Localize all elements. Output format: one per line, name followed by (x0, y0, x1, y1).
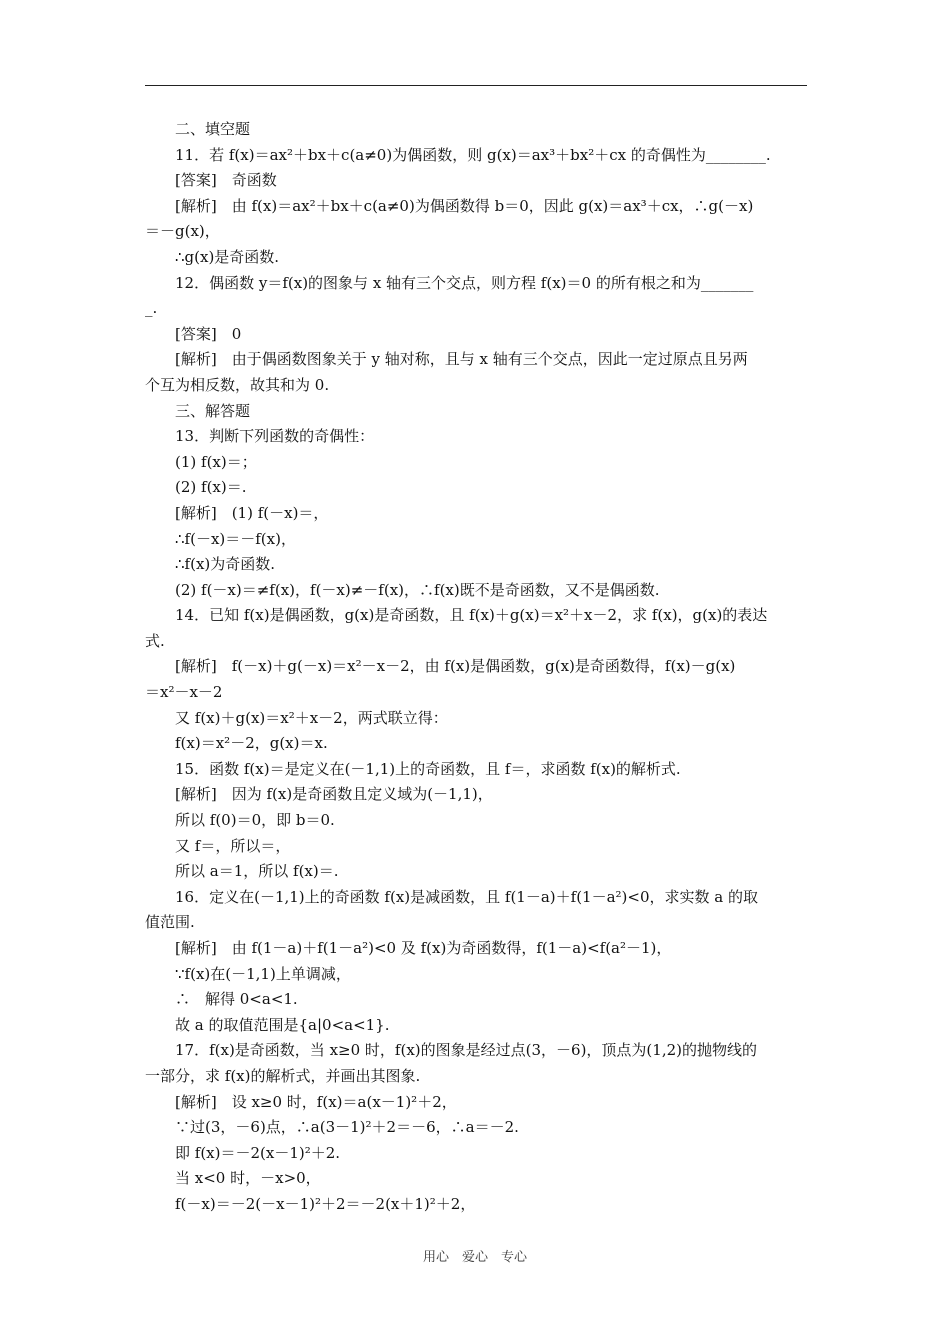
text-line: (2) f(x)＝. (175, 478, 247, 497)
text-line: [解析] 设 x≥0 时，f(x)＝a(x－1)²＋2， (175, 1092, 457, 1111)
text-line: 14．已知 f(x)是偶函数，g(x)是奇函数，且 f(x)＋g(x)＝x²＋x－2，求 f(x)，g(x)的表达 (175, 606, 768, 625)
text-line: (2) f(－x)＝≠f(x)，f(－x)≠－f(x)，∴f(x)既不是奇函数，又不是偶函数. (175, 580, 660, 599)
text-line: ∵过(3，－6)点，∴a(3－1)²＋2＝－6，∴a＝－2. (175, 1118, 519, 1137)
text-line: 17．f(x)是奇函数，当 x≥0 时，f(x)的图象是经过点(3，－6)，顶点为(1,2)的抛物线的 (175, 1041, 757, 1060)
text-line: 三、解答题 (175, 401, 251, 420)
text-line: ∴f(－x)＝－f(x)， (175, 529, 296, 548)
text-line: 又 f＝，所以＝， (175, 836, 291, 855)
text-line: (1) f(x)＝； (175, 452, 257, 471)
text-line: [解析] (1) f(－x)＝， (175, 503, 329, 522)
text-line: 值范围. (145, 913, 195, 932)
text-line: 16．定义在(－1,1)上的奇函数 f(x)是减函数，且 f(1－a)＋f(1－a²)<0，求实数 a 的取 (175, 887, 758, 906)
document-body (145, 117, 807, 1218)
header-rule (145, 85, 807, 86)
text-line: [解析] 由 f(1－a)＋f(1－a²)<0 及 f(x)为奇函数得，f(1－a)<f(a²－1)， (175, 939, 672, 957)
text-line: 13．判断下列函数的奇偶性： (175, 427, 375, 446)
text-line: 式. (145, 631, 165, 650)
text-line: 一部分，求 f(x)的解析式，并画出其图象. (145, 1066, 421, 1085)
text-line: [答案] 0 (175, 324, 242, 343)
text-line: [答案] 奇函数 (175, 171, 277, 190)
text-line: ∴g(x)是奇函数. (175, 247, 280, 266)
text-line: _. (145, 299, 158, 318)
text-line: 即 f(x)＝－2(x－1)²＋2. (175, 1143, 341, 1162)
text-line: ＝－g(x)， (145, 222, 220, 241)
text-line: 二、填空题 (175, 120, 251, 138)
text-line: [解析] 因为 f(x)是奇函数且定义域为(－1,1)， (175, 785, 493, 804)
text-line: 所以 f(0)＝0，即 b＝0. (175, 811, 335, 830)
page-footer: 用心 爱心 专心 (422, 1250, 527, 1265)
text-line: ∴f(x)为奇函数. (175, 555, 276, 574)
text-line: f(x)＝x²－2，g(x)＝x. (175, 734, 328, 753)
text-line: [解析] f(－x)＋g(－x)＝x²－x－2，由 f(x)是偶函数，g(x)是奇函数得，f(x)－g(x) (175, 657, 736, 676)
text-line: 12．偶函数 y＝f(x)的图象与 x 轴有三个交点，则方程 f(x)＝0 的所有根之和为_______ (175, 273, 754, 292)
text-line: [解析] 由于偶函数图象关于 y 轴对称，且与 x 轴有三个交点，因此一定过原点且另两 (175, 350, 748, 369)
text-line: ∵f(x)在(－1,1)上单调减， (175, 964, 351, 983)
text-line: [解析] 由 f(x)＝ax²＋bx＋c(a≠0)为偶函数得 b＝0，因此 g(x)＝ax³＋cx，∴g(－x) (175, 196, 754, 215)
text-line: 故 a 的取值范围是{a|0<a<1}. (175, 1015, 390, 1034)
text-line: f(－x)＝－2(－x－1)²＋2＝－2(x＋1)²＋2， (175, 1194, 476, 1213)
text-line: ＝x²－x－2 (145, 683, 223, 702)
text-line: 11．若 f(x)＝ax²＋bx＋c(a≠0)为偶函数，则 g(x)＝ax³＋bx²＋cx 的奇偶性为________. (175, 145, 771, 164)
text-line: 当 x<0 时，－x>0， (175, 1169, 321, 1188)
text-line: 个互为相反数，故其和为 0. (145, 375, 330, 394)
text-line: ∴ 解得 0<a<1. (175, 990, 298, 1009)
text-line: 又 f(x)＋g(x)＝x²＋x－2，两式联立得： (175, 708, 448, 727)
text-line: 15．函数 f(x)＝是定义在(－1,1)上的奇函数，且 f＝，求函数 f(x)的解析式. (175, 759, 681, 778)
text-line: 所以 a＝1，所以 f(x)＝. (175, 862, 339, 881)
